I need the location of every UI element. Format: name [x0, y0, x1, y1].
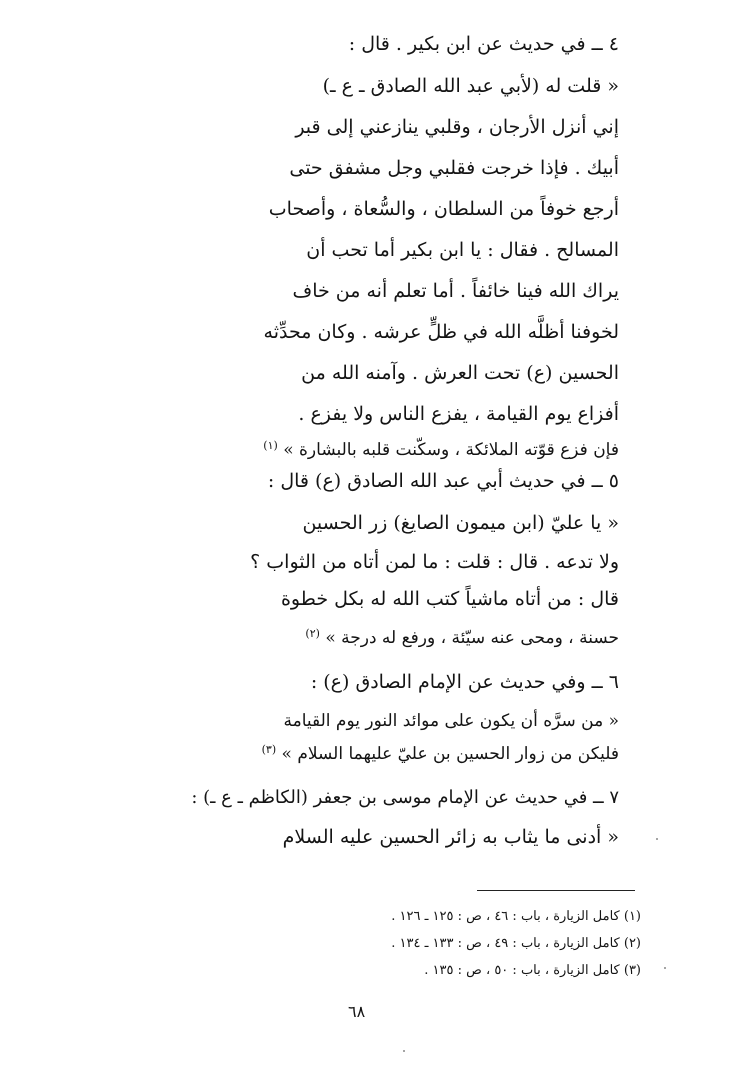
body-line: المسالح . فقال : يا ابن بكير أما تحب أن — [306, 239, 619, 261]
body-line: قال : من أتاه ماشياً كتب الله له بكل خطوة — [280, 588, 619, 610]
body-line: « أدنى ما يثاب به زائر الحسين عليه السلام — [282, 826, 619, 848]
footnote-ref: (٣) — [261, 743, 277, 756]
footnote: (٢) كامل الزيارة ، باب : ٤٩ ، ص : ١٣٣ ـ ١٣٤ . — [391, 936, 641, 951]
body-line: ٦ ــ وفي حديث عن الإمام الصادق (ع) : — [310, 671, 619, 693]
body-line — [305, 624, 619, 652]
body-line: « قلت له (لأبي عبد الله الصادق ـ ع ـ) — [322, 75, 619, 97]
body-line-text: حسنة ، ومحى عنه سيّئة ، ورفع له درجة » — [325, 628, 619, 648]
body-line: « يا عليّ (ابن ميمون الصايغ) زر الحسين — [302, 512, 619, 534]
body-line: أبيك . فإذا خرجت فقلبي وجل مشفق حتى — [289, 157, 619, 179]
footnote: (٣) كامل الزيارة ، باب : ٥٠ ، ص : ١٣٥ . — [424, 963, 641, 978]
body-line: إني أنزل الأرجان ، وقلبي ينازعني إلى قبر — [295, 116, 619, 138]
footnote-separator — [477, 890, 635, 891]
footnote: (١) كامل الزيارة ، باب : ٤٦ ، ص : ١٢٥ ـ ١٢٦ . — [391, 909, 641, 924]
body-line-text: فإن فزع قوّته الملائكة ، وسكّنت قلبه بالبشارة » — [283, 440, 619, 460]
body-line — [262, 740, 619, 768]
body-line-text: فليكن من زوار الحسين بن عليّ عليهما السلام » — [281, 744, 619, 764]
scan-speck — [403, 1050, 405, 1052]
body-line: أفزاع يوم القيامة ، يفزع الناس ولا يفزع . — [298, 403, 619, 425]
body-line: يراك الله فينا خائفاً . أما تعلم أنه من خاف — [292, 280, 619, 302]
footnote-ref: (٢) — [305, 627, 320, 640]
page-number: ٦٨ — [348, 1002, 366, 1021]
footnote-ref: (١) — [263, 439, 278, 452]
body-line: الحسين (ع) تحت العرش . وآمنه الله من — [301, 362, 619, 384]
body-line: أرجع خوفاً من السلطان ، والسُّعاة ، وأصحاب — [268, 198, 619, 220]
body-line: ولا تدعه . قال : قلت : ما لمن أتاه من الثواب ؟ — [250, 551, 619, 573]
body-line: « من سرَّه أن يكون على موائد النور يوم القيامة — [283, 711, 619, 731]
scan-speck — [664, 967, 666, 969]
body-line: ٥ ــ في حديث أبي عبد الله الصادق (ع) قال : — [267, 470, 619, 492]
body-line: ٤ ــ في حديث عن ابن بكير . قال : — [348, 33, 619, 55]
body-line: لخوفنا أظلَّه الله في ظلٍّ عرشه . وكان محدِّثه — [263, 321, 619, 343]
scan-speck — [656, 838, 658, 840]
body-line: ٧ ــ في حديث عن الإمام موسى بن جعفر (الكاظم ـ ع ـ) : — [191, 787, 619, 808]
body-line — [263, 436, 619, 464]
